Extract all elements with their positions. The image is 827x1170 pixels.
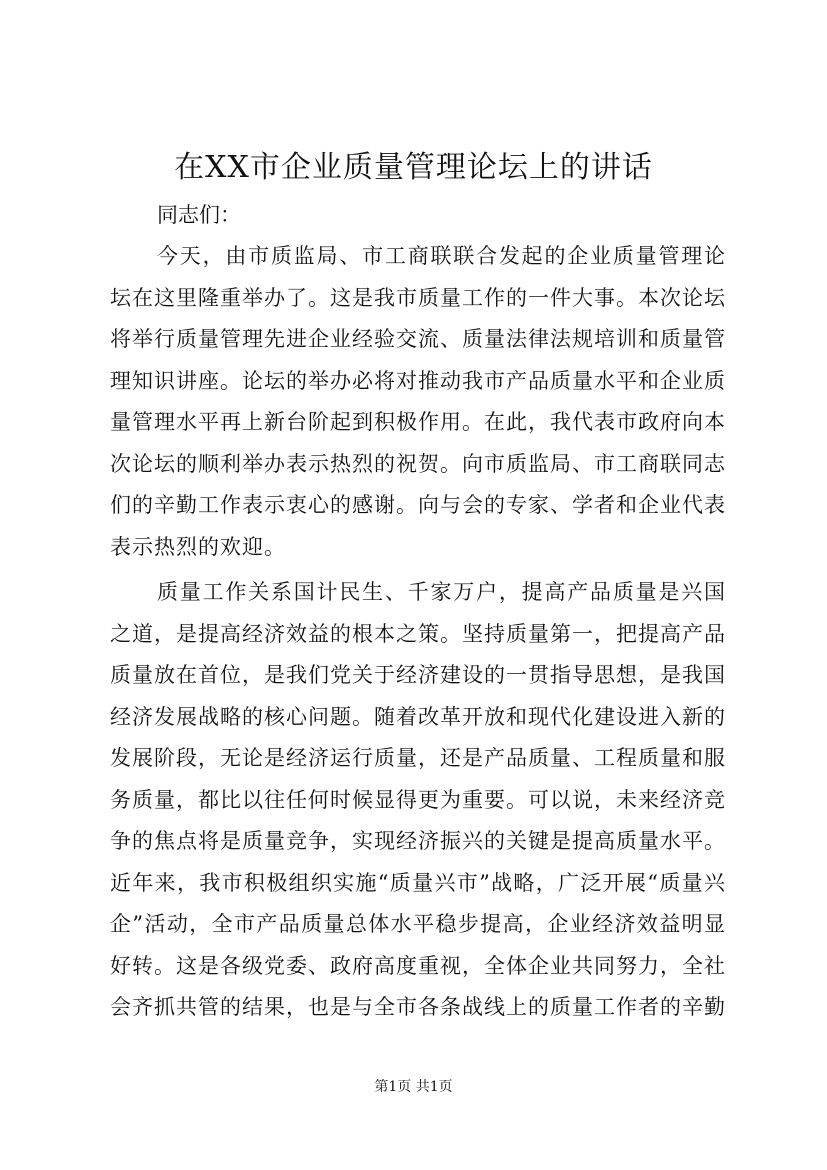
paragraph-block-1 xyxy=(110,236,726,568)
paragraph-quality-importance: 质量工作关系国计民生、千家万户，提高产品质量是兴国之道，是提高经济效益的根本之策。坚持质量第一，把提高产品质量放在首位，是我们党关于经济建设的一贯指导思想，是我国经济发展战略的核心问题。随着改革开放和现代化建设进入新的发展阶段，无论是经济运行质量，还是产品质量、工程质量和服务质量，都比以往任何时候显得更为重要。可以说，未来经济竞争的焦点将是质量竞争，实现经济振兴的关键是提高质量水平。近年来，我市积极组织实施“质量兴市”战略，广泛开展“质量兴企”活动，全市产品质量总体水平稳步提高，企业经济效益明显好转。这是各级党委、政府高度重视，全体企业共同努力，全社会齐抓共管的结果，也是与全市各条战线上的质量工作者的辛勤 xyxy=(110,580,726,1019)
document-title: 在XX市企业质量管理论坛上的讲话 xyxy=(174,150,653,185)
salutation: 同志们： xyxy=(157,203,241,227)
paragraph-block-2 xyxy=(110,572,726,1029)
paragraph-opening: 今天，由市质监局、市工商联联合发起的企业质量管理论坛在这里隆重举办了。这是我市质量工作的一件大事。本次论坛将举行质量管理先进企业经验交流、质量法律法规培训和质量管理知识讲座。论坛的举办必将对推动我市产品质量水平和企业质量管理水平再上新台阶起到积极作用。在此，我代表市政府向本次论坛的顺利举办表示热烈的祝贺。向市质监局、市工商联同志们的辛勤工作表示衷心的感谢。向与会的专家、学者和企业代表表示热烈的欢迎。 xyxy=(110,244,726,559)
page-footer: 第1页 共1页 xyxy=(374,1079,453,1095)
